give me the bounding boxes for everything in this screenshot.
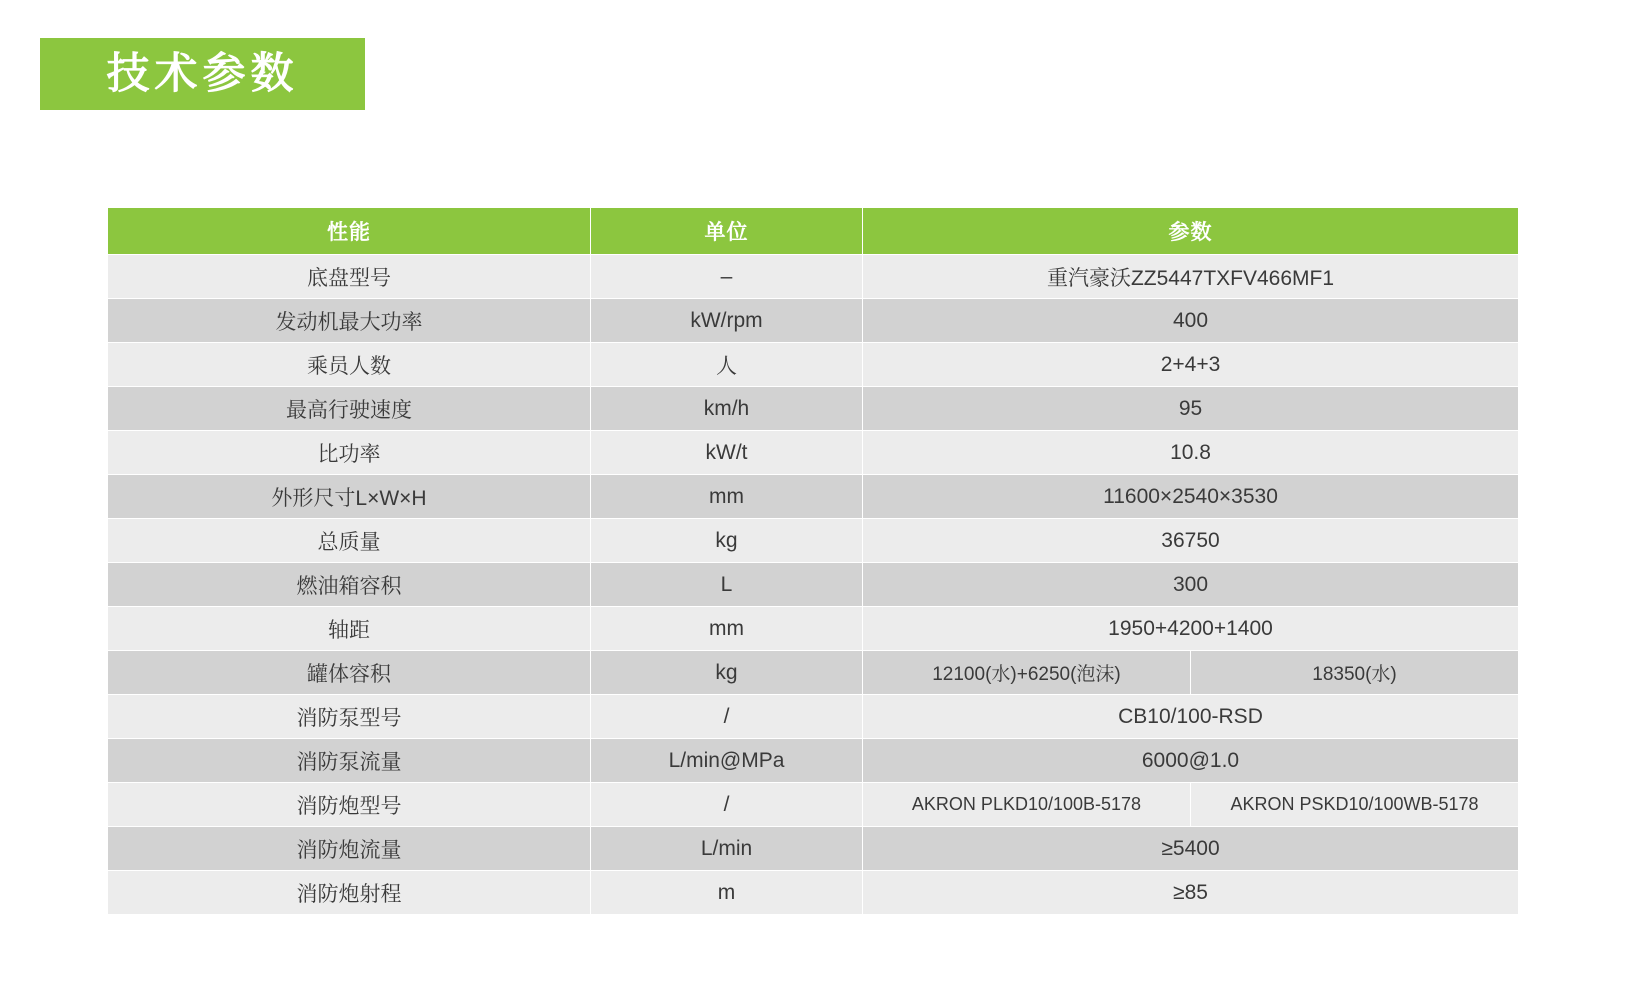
cell-performance: 消防泵流量: [108, 739, 591, 783]
table-row: [108, 651, 1519, 695]
cell-unit: L/min: [591, 827, 863, 871]
cell-parameter-split: [863, 783, 1519, 827]
cell-performance: 底盘型号: [108, 255, 591, 299]
cell-parameter-split: [863, 651, 1519, 695]
cell-parameter-left: AKRON PLKD10/100B-5178: [863, 783, 1191, 826]
table-row: [108, 783, 1519, 827]
cell-parameter: 6000@1.0: [863, 739, 1519, 783]
cell-parameter: CB10/100-RSD: [863, 695, 1519, 739]
cell-performance: 发动机最大功率: [108, 299, 591, 343]
page-title: 技术参数: [106, 49, 299, 98]
cell-performance: 最高行驶速度: [108, 387, 591, 431]
cell-unit: kg: [591, 519, 863, 563]
cell-unit: /: [591, 695, 863, 739]
table-row: [108, 827, 1519, 871]
table-header-row: [108, 208, 1519, 255]
technical-specifications-table: [107, 207, 1519, 915]
cell-parameter: 1950+4200+1400: [863, 607, 1519, 651]
cell-parameter-right: 18350(水): [1312, 664, 1397, 685]
table-row: [108, 871, 1519, 915]
cell-performance: 消防炮型号: [108, 783, 591, 827]
table-row: [108, 255, 1519, 299]
cell-unit: kW/t: [591, 431, 863, 475]
cell-performance: 消防泵型号: [108, 695, 591, 739]
table-row: [108, 739, 1519, 783]
table-row: [108, 387, 1519, 431]
cell-performance: 乘员人数: [108, 343, 591, 387]
cell-performance: 外形尺寸L×W×H: [108, 475, 591, 519]
cell-parameter: 95: [863, 387, 1519, 431]
table-row: [108, 519, 1519, 563]
cell-unit: –: [591, 255, 863, 299]
cell-parameter: ≥5400: [863, 827, 1519, 871]
cell-unit: mm: [591, 607, 863, 651]
table-row: [108, 607, 1519, 651]
table-row: [108, 431, 1519, 475]
cell-unit: L/min@MPa: [591, 739, 863, 783]
cell-parameter: 2+4+3: [863, 343, 1519, 387]
cell-unit: L: [591, 563, 863, 607]
cell-parameter: 重汽豪沃ZZ5447TXFV466MF1: [863, 255, 1519, 299]
cell-parameter: 36750: [863, 519, 1519, 563]
cell-unit: mm: [591, 475, 863, 519]
cell-parameter: ≥85: [863, 871, 1519, 915]
cell-parameter: 400: [863, 299, 1519, 343]
column-header-parameter: 参数: [863, 208, 1519, 255]
table-row: [108, 299, 1519, 343]
cell-parameter: 10.8: [863, 431, 1519, 475]
cell-parameter-right: AKRON PSKD10/100WB-5178: [1230, 794, 1479, 814]
cell-performance: 比功率: [108, 431, 591, 475]
cell-performance: 轴距: [108, 607, 591, 651]
column-header-performance: 性能: [108, 208, 591, 255]
cell-unit: 人: [591, 343, 863, 387]
cell-performance: 消防炮射程: [108, 871, 591, 915]
cell-performance: 燃油箱容积: [108, 563, 591, 607]
cell-unit: /: [591, 783, 863, 827]
cell-unit: km/h: [591, 387, 863, 431]
cell-parameter-left: 12100(水)+6250(泡沫): [863, 651, 1191, 694]
page-title-banner: [40, 38, 365, 110]
table-row: [108, 343, 1519, 387]
table-row: [108, 695, 1519, 739]
cell-parameter: 11600×2540×3530: [863, 475, 1519, 519]
cell-performance: 消防炮流量: [108, 827, 591, 871]
table-row: [108, 563, 1519, 607]
cell-performance: 总质量: [108, 519, 591, 563]
cell-unit: kW/rpm: [591, 299, 863, 343]
column-header-unit: 单位: [591, 208, 863, 255]
cell-parameter: 300: [863, 563, 1519, 607]
cell-unit: m: [591, 871, 863, 915]
cell-performance: 罐体容积: [108, 651, 591, 695]
table-row: [108, 475, 1519, 519]
cell-unit: kg: [591, 651, 863, 695]
